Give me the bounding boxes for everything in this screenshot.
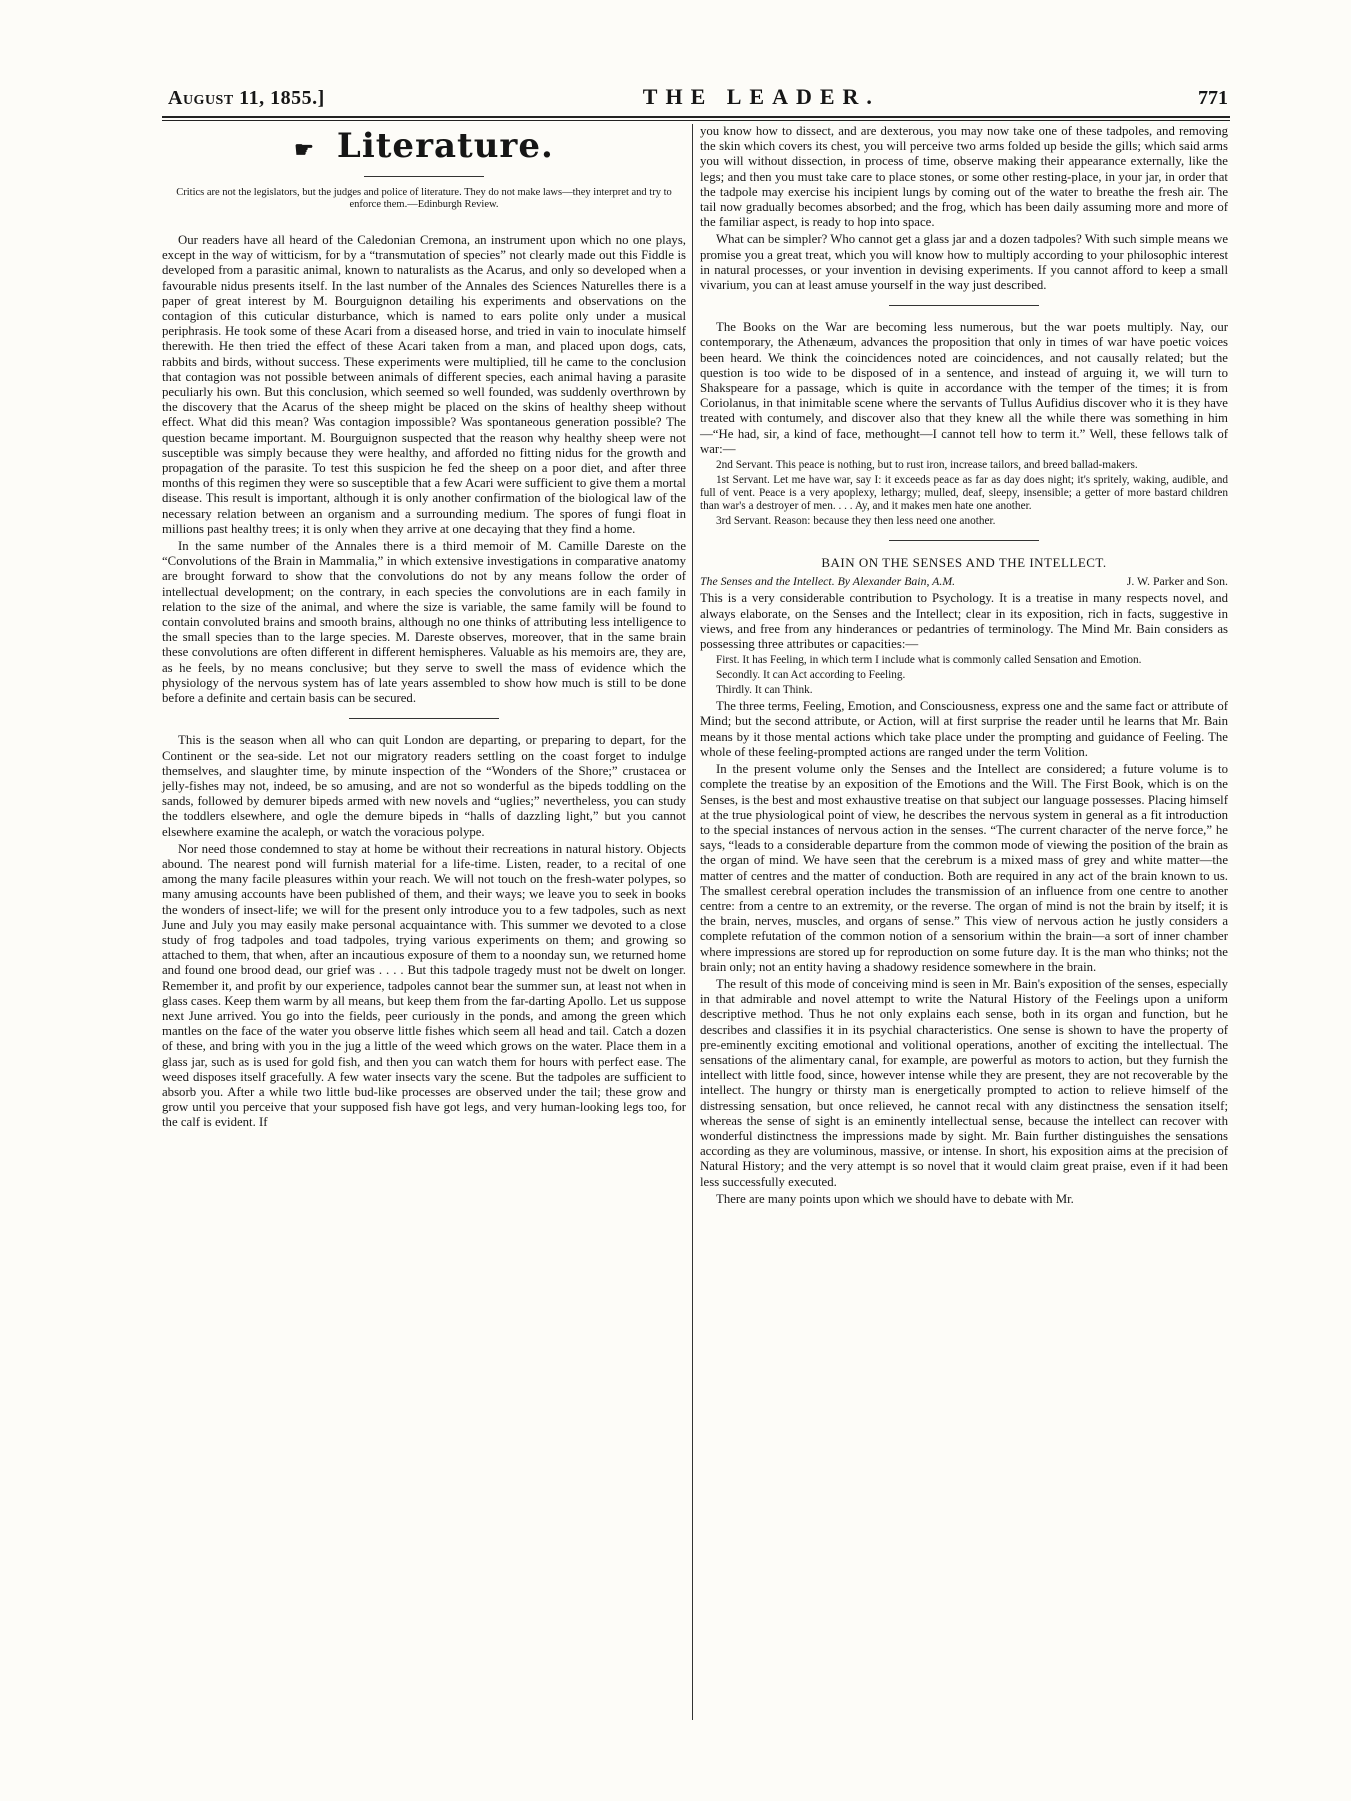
- article-paragraph: The result of this mode of conceiving mind is seen in Mr. Bain's exposition of the senses, especially in that admirable and novel attempt to write the Natural History of the Feelings upon a uniform descriptive method. Thus he not only explains each sense, both in its organ and function, but he describes and classifies it in its psychial characteristics. One sense is shown to have the property of pre-eminently exciting emotional and volitional operations, another of exciting the intellectual. The sensations of the alimentary canal, for example, are powerful as motors to action, but they furnish the intellect with little food, since, however intense while they are present, they are not recoverable by the intellect. The hungry or thirsty man is energetically prompted to action to relieve himself of the distressing sensation, but once relieved, he cannot recal with any distinctness the sensation itself; whereas the sense of sight is an eminently intellectual sense, because the intellect can recover with wonderful distinctness the impressions made by sight. Mr. Bain further distinguishes the sensations according as they are voluminous, massive, or intense. In short, his exposition aims at the precision of Natural History; and the very attempt is so novel that it would claim great praise, even if it had been less successfully executed.: [700, 976, 1228, 1189]
- article-paragraph: Our readers have all heard of the Caledonian Cremona, an instrument upon which no one plays, except in the way of witticism, for by a “transmutation of species” not clearly made out this Fiddle is developed from a parasitic animal, known to naturalists as the Acarus, and only so developed when a favourable nidus presents itself. In the last number of the Annales des Sciences Naturelles there is a paper of great interest by M. Bourguignon detailing his experiments and observations on the contagion of this cuticular disturbance, which is named to ears polite only under a musical periphrasis. He took some of these Acari from a diseased horse, and tried in vain to inoculate himself therewith. He then tried the effect of these Acari taken from a man, and placed upon dogs, cats, rabbits and birds, without success. These experiments were multiplied, till he came to the conclusion that contagion was not possible between animals of different species, each animal having a parasite peculiarly his own. But this conclusion, which seemed so well founded, was suddenly overthrown by the discovery that the Acarus of the sheep might be placed on the skins of healthy sheep without effect. What did this mean? Was contagion impossible? Was spontaneous generation possible? The question became important. M. Bourguignon suspected that the reason why healthy sheep were not susceptible was simply because they were healthy, and afforded no fitting nidus for the growth and propagation of the parasite. To test this suspicion he fed the sheep on a poor diet, and after three months of this regimen they were so susceptible that a few Acari were sufficient to give them a mortal disease. This result is important, although it is only another confirmation of the biological law of the necessary relation between an organism and a surrounding medium. The spores of fungi float in millions past healthy trees; it is only when they arrive at one decaying that they find a home.: [162, 233, 686, 536]
- header-rule: [162, 116, 1230, 121]
- quoted-passage: 3rd Servant. Reason: because they then less need one another.: [716, 515, 996, 528]
- article-paragraph: There are many points upon which we should have to debate with Mr.: [716, 1191, 1074, 1206]
- quoted-passage: Thirdly. It can Think.: [716, 684, 813, 697]
- right-column: [700, 124, 1228, 1209]
- article-paragraph: This is the season when all who can quit London are departing, or preparing to depart, for the Continent or the sea-side. Let not our migratory readers settling on the coast forget to indulge themselves, and slaughter time, by minute inspection of the “Wonders of the Shore;” crustacea or jelly-fishes may not, indeed, be so amusing, and are not so wonderful as the bipeds toddling on the sands, followed by demurer bipeds armed with new novels and “uglies;” nevertheless, you can study the toddlers elsewhere, and ogle the demure bipeds in “halls of dazzling light,” but you cannot elsewhere examine the acaleph, or watch the voracious polype.: [162, 733, 686, 839]
- article-paragraph: The Books on the War are becoming less numerous, but the war poets multiply. Nay, our contemporary, the Athenæum, advances the proposition that only in times of war have poetic voices been heard. We think the coincidences noted are coincidences, and not causally related; but the question is too wide to be disposed of in a sentence, and instead of arguing it, we will turn to Shakspeare for a passage, which is quite in accordance with the temper of the times; it is from Coriolanus, in that inimitable scene where the servants of Tullus Aufidius discover who it is they have treated with contumely, and discover also that they knew all the while there was something in him—“He had, sir, a kind of face, methought—I cannot tell how to term it.” Well, these fellows talk of war:—: [700, 320, 1228, 456]
- article-paragraph: Nor need those condemned to stay at home be without their recreations in natural history. Objects abound. The nearest pond will furnish material for a life-time. Listen, reader, to a recital of one among the many facile pleasures within your reach. We will not touch on the fresh-water polypes, so many amusing accounts have been published of them, and their ways; we leave you to seek in books the wonders of insect-life; we will for the present only introduce you to a few tadpoles, such as next June and July you may easily make personal acquaintance with. This summer we devoted to a close study of frog tadpoles and toad tadpoles, trying various experiments on them; and growing so attached to them, that when, after an incautious exposure of them to a noonday sun, we returned home and found one brood dead, our grief was . . . . But this tadpole tragedy must not be dwelt on longer. Remember it, and profit by our experience, tadpoles cannot bear the summer sun, at least not when in glass cases. Keep them warm by all means, but keep them from the far-darting Apollo. Let us suppose next June arrived. You go into the fields, peer curiously in the ponds, and among the green which mantles on the face of the water you observe little fishes which seem all head and tail. Catch a dozen of these, and bring with you in the jug a little of the weed which grows on the water. Place them in a glass jar, such as is used for gold fish, and then you can watch them for hours with perfect ease. The weed disposes itself gracefully. A few water insects vary the scene. But the tadpoles are sufficient to absorb you. After a while two little bud-like processes are observed under the tail; these grow and grow until you perceive that your supposed fish have got legs, and very human-looking legs too, for the calf is evident. If: [162, 841, 686, 1130]
- masthead: [168, 84, 1228, 116]
- quoted-passage: 1st Servant. Let me have war, say I: it exceeds peace as far as day does night; it's spritely, waking, audible, and full of vent. Peace is a very apoplexy, lethargy; mulled, deaf, sleepy, insensible; a getter of more bastard children than war's a destroyer of men. . . . Ay, and it makes men hate one another.: [700, 474, 1228, 513]
- page-number: 771: [1197, 87, 1228, 109]
- book-citation: [700, 574, 1228, 589]
- article-paragraph: The three terms, Feeling, Emotion, and Consciousness, express one and the same fact or attribute of Mind; but the second attribute, or Action, will at first surprise the reader until he learns that Mr. Bain means by it those mental actions which take place under the prompting and guidance of Feeling. The whole of these feeling-prompted actions are ranged under the term Volition.: [700, 699, 1228, 759]
- quoted-passage: First. It has Feeling, in which term I include what is commonly called Sensation and Emotion.: [716, 654, 1142, 667]
- article-paragraph: In the present volume only the Senses and the Intellect are considered; a future volume is to complete the treatise by an exposition of the Emotions and the Will. The First Book, which is on the Senses, is the best and most exhaustive treatise on that subject our language possesses. Placing himself at the true physiological point of view, he describes the nervous system in general as a fit introduction to the special instances of nervous action in the senses. “The current character of the nerve force,” he says, “leads to a considerable departure from the common mode of viewing the position of the brain as the organ of mind. We have seen that the cerebrum is a mixed mass of grey and white matter—the matter of centres and the matter of conduction. Both are required in any act of the brain known to us. The smallest cerebral operation includes the transmission of an influence from one centre to another centre: from a centre to an extremity, or the reverse. The organ of mind is not the brain by itself; it is the brain, nerves, muscles, and organs of sense.” This view of nervous action he justly considers a complete refutation of the common notion of a sensorium within the brain—a sort of inner chamber where impressions are stored up for reproduction on some future day. It is the man who thinks; not the brain only; not an entity having a shadowy residence somewhere in the brain.: [700, 762, 1228, 974]
- article-paragraph: What can be simpler? Who cannot get a glass jar and a dozen tadpoles? With such simple means we promise you a great treat, which you will know how to multiply according to your philosophic interest in natural processes, or your invention in devising experiments. If you cannot afford to keep a small vivarium, you can at least amuse yourself in the way just described.: [700, 232, 1228, 293]
- issue-date: August 11, 1855.]: [168, 87, 325, 109]
- section-separator: [889, 305, 1039, 306]
- newspaper-title: THE LEADER.: [642, 84, 880, 109]
- article-paragraph: In the same number of the Annales there is a third memoir of M. Camille Dareste on the “Convolutions of the Brain in Mammalia,” in which extensive investigations in comparative anatomy are brought forward to show that the convolutions do not by any means follow the order of intellectual development; on the contrary, in each species the convolutions are in each family in relation to the size of the animal, and where the size is variable, the same family will be found to contain convoluted brains and smooth brains, although no one thinks of attributing less intelligence to the small species than to the large species. M. Dareste observes, moreover, that in the same brain these convolutions are often different in different hemispheres. Valuable as his memoirs are, they are, as he feels, by no means conclusive; but they serve to swell the mass of evidence which the physiology of the nervous system has of late years assembled to show how much is still to be done before a definite and certain basis can be secured.: [162, 539, 686, 706]
- citation-title: The Senses and the Intellect. By Alexander Bain, A.M.: [700, 574, 956, 589]
- left-column: [162, 124, 686, 1133]
- quoted-passage: 2nd Servant. This peace is nothing, but to rust iron, increase tailors, and breed ballad-makers.: [716, 459, 1138, 472]
- article-paragraph: This is a very considerable contribution to Psychology. It is a treatise in many respects novel, and always elaborate, on the Senses and the Intellect; clear in its exposition, rich in facts, suggestive in views, and free from any hinderances or pedantries of terminology. The Mind Mr. Bain considers as possessing three attributes or capacities:—: [700, 591, 1228, 652]
- article-paragraph: you know how to dissect, and are dexterous, you may now take one of these tadpoles, and removing the skin which covers its chest, you will perceive two arms folded up beside the gills; which said arms you will without dissection, in process of time, observe making their appearance externally, like the legs; and then you must take care to place stones, or some other resting-place, in your jar, in order that the tadpole may exercise his incipient lungs by coming out of the water to breathe the fresh air. The tail now gradually becomes absorbed; and the frog, which has been daily assuming more and more of the familiar aspect, is ready to hop into space.: [700, 124, 1228, 230]
- section-motto: Critics are not the legislators, but the judges and police of literature. They do not make laws—they interpret and try to enforce them.—Edinburgh Review.: [176, 187, 672, 210]
- section-separator: [889, 540, 1039, 541]
- pointing-hand-icon: ☛: [294, 137, 315, 163]
- quoted-passage: Secondly. It can Act according to Feeling.: [716, 669, 906, 682]
- review-heading: BAIN ON THE SENSES AND THE INTELLECT.: [821, 555, 1107, 571]
- column-divider: [692, 124, 693, 1720]
- section-title-text: Literature.: [336, 126, 554, 166]
- citation-publisher: J. W. Parker and Son.: [1126, 574, 1228, 589]
- section-title: [162, 126, 686, 170]
- title-rule: [364, 176, 484, 177]
- section-separator: [349, 718, 499, 719]
